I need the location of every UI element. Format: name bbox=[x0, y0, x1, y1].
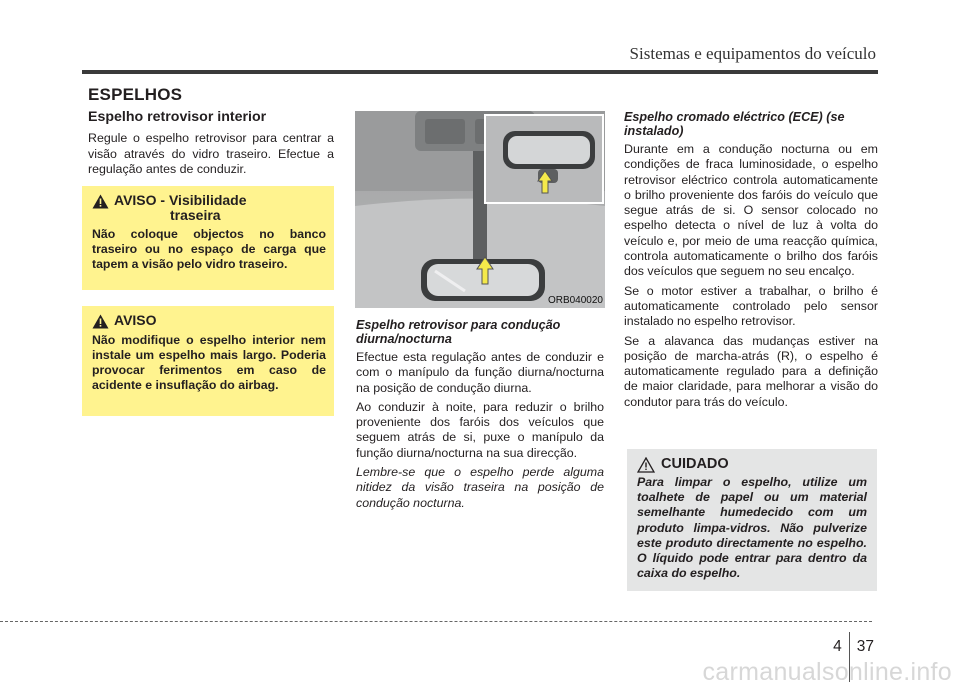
page-number-value: 37 bbox=[856, 638, 874, 655]
paragraph: Regule o espelho retrovisor para centrar a visão através do vidro traseiro. Efectue a regulação antes de conduzir. bbox=[88, 131, 334, 176]
paragraph: Se a alavanca das mudanças estiver na posição de marcha-atrás (R), o espelho é automaticamente regulado para a definição de maior claridade, para melhorar a visão do condutor para trás do veículo. bbox=[624, 333, 878, 409]
chapter-number: 4 bbox=[833, 638, 842, 655]
column-middle bbox=[356, 318, 604, 515]
running-header: Sistemas e equipamentos do veículo bbox=[629, 44, 876, 63]
warning-triangle-icon bbox=[92, 314, 109, 329]
warning-text: Não modifique o espelho interior nem instale um espelho mais largo. Poderia provocar ferimentos em caso de acidente e insuflação do airbag. bbox=[92, 333, 326, 392]
paragraph: Durante em a condução nocturna ou em condições de fraca luminosidade, o espelho retrovisor eléctrico controla automaticamente o brilho proveniente dos faróis do veículo que segue atrás de si. O sensor colocado no espelho detecta o nível de luz à volta do veículo e, por meio de uma reacção química, controla automaticamente o brilho dos faróis dos veículos que seguem no seu encalço. bbox=[624, 142, 878, 279]
caution-triangle-icon bbox=[637, 457, 655, 473]
warning-title-line2: traseira bbox=[170, 207, 221, 223]
warning-text: Não coloque objectos no banco traseiro ou no espaço de carga que tapem a visão pelo vidro traseiro. bbox=[92, 227, 326, 271]
section-title: ESPELHOS bbox=[88, 85, 183, 104]
warning-title: AVISO bbox=[114, 312, 157, 328]
warning-box-airbag bbox=[82, 306, 334, 416]
paragraph-note: Lembre-se que o espelho perde alguma nitidez da visão traseira na posição de condução nocturna. bbox=[356, 465, 604, 510]
caution-text: Para limpar o espelho, utilize um toalhete de papel ou um material semelhante humedecido com um produto limpa-vidros. Não pulverize este produto directamente no espelho. O líquido pode entrar para dentro da caixa do espelho. bbox=[637, 475, 867, 581]
subheading-ece-mirror: Espelho cromado eléctrico (ECE) (se instalado) bbox=[624, 110, 845, 138]
paragraph: Efectue esta regulação antes de conduzir e com o manípulo da função diurna/nocturna na posição de condução diurna. bbox=[356, 350, 604, 395]
figure-label: ORB040020 bbox=[547, 295, 603, 306]
paragraph: Se o motor estiver a trabalhar, o brilho é automaticamente controlado pelo sensor instalado no espelho retrovisor. bbox=[624, 283, 878, 329]
footer-rule bbox=[0, 621, 872, 622]
warning-title bbox=[114, 193, 247, 223]
warning-triangle-icon bbox=[92, 194, 109, 209]
column-right bbox=[624, 110, 878, 414]
header-rule bbox=[82, 70, 878, 74]
caution-box bbox=[627, 449, 877, 591]
caution-title: CUIDADO bbox=[661, 456, 729, 473]
paragraph: Ao conduzir à noite, para reduzir o brilho proveniente dos faróis dos veículos que seguem atrás de si, puxe o manípulo da função diurna/nocturna na sua direcção. bbox=[356, 399, 604, 460]
subheading-interior-mirror: Espelho retrovisor interior bbox=[88, 109, 267, 125]
warning-box-visibility bbox=[82, 186, 334, 290]
watermark: carmanualsonline.info bbox=[702, 658, 952, 686]
warning-title-line1: AVISO - Visibilidade bbox=[114, 192, 247, 208]
rearview-mirror-illustration bbox=[355, 111, 605, 308]
subheading-day-night-mirror: Espelho retrovisor para condução diurna/nocturna bbox=[356, 318, 561, 346]
mirror-photo-graphic bbox=[355, 111, 605, 308]
column-left bbox=[88, 110, 334, 181]
